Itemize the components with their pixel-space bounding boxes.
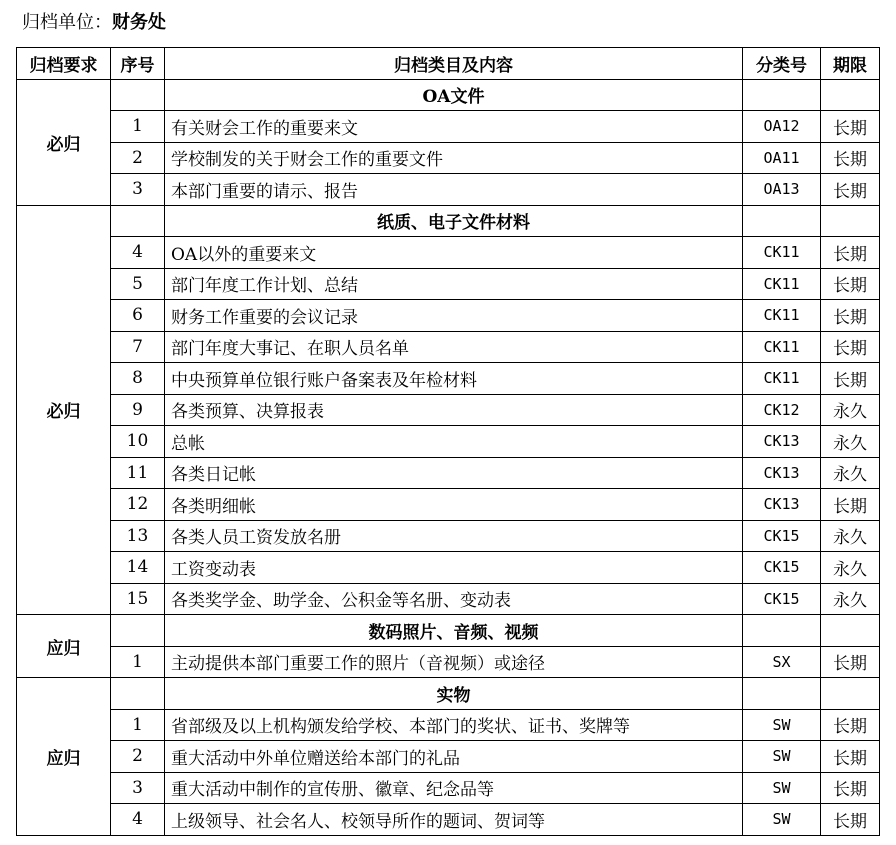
- column-header: 期限: [821, 48, 880, 80]
- table-body: [17, 79, 880, 835]
- row-term: 长期: [821, 331, 880, 363]
- row-term: 长期: [821, 300, 880, 332]
- row-code: CK11: [743, 331, 821, 363]
- table-row: [17, 520, 880, 552]
- row-content: 工资变动表: [165, 552, 743, 584]
- table-row: [17, 426, 880, 458]
- row-term: 长期: [821, 174, 880, 206]
- row-code: SW: [743, 804, 821, 836]
- section-title: 实物: [165, 678, 743, 710]
- row-code: CK13: [743, 457, 821, 489]
- table-row: [17, 772, 880, 804]
- column-header: 归档类目及内容: [165, 48, 743, 80]
- row-code: CK11: [743, 363, 821, 395]
- table-row: [17, 583, 880, 615]
- row-term: 长期: [821, 646, 880, 678]
- table-row: [17, 709, 880, 741]
- row-term: 长期: [821, 804, 880, 836]
- blank-cell: [111, 678, 165, 710]
- row-number: 11: [111, 457, 165, 489]
- row-number: 9: [111, 394, 165, 426]
- row-content: 各类奖学金、助学金、公积金等名册、变动表: [165, 583, 743, 615]
- section-row: [17, 205, 880, 237]
- row-term: 永久: [821, 552, 880, 584]
- blank-cell: [111, 205, 165, 237]
- requirement-cell: 必归: [17, 205, 111, 615]
- row-code: SW: [743, 772, 821, 804]
- row-content: 各类预算、决算报表: [165, 394, 743, 426]
- row-code: SW: [743, 741, 821, 773]
- row-term: 永久: [821, 394, 880, 426]
- row-term: 永久: [821, 583, 880, 615]
- row-code: SW: [743, 709, 821, 741]
- row-term: 长期: [821, 111, 880, 143]
- row-code: OA12: [743, 111, 821, 143]
- table-row: [17, 457, 880, 489]
- row-number: 3: [111, 772, 165, 804]
- row-term: 长期: [821, 489, 880, 521]
- row-code: CK15: [743, 583, 821, 615]
- row-term: 长期: [821, 363, 880, 395]
- section-title: 数码照片、音频、视频: [165, 615, 743, 647]
- row-number: 4: [111, 804, 165, 836]
- row-number: 10: [111, 426, 165, 458]
- row-content: 省部级及以上机构颁发给学校、本部门的奖状、证书、奖牌等: [165, 709, 743, 741]
- row-number: 15: [111, 583, 165, 615]
- row-content: 部门年度工作计划、总结: [165, 268, 743, 300]
- table-row: [17, 331, 880, 363]
- section-title: 纸质、电子文件材料: [165, 205, 743, 237]
- row-number: 1: [111, 709, 165, 741]
- table-row: [17, 300, 880, 332]
- row-code: SX: [743, 646, 821, 678]
- row-number: 1: [111, 111, 165, 143]
- row-content: 有关财会工作的重要来文: [165, 111, 743, 143]
- row-code: CK13: [743, 426, 821, 458]
- table-row: [17, 394, 880, 426]
- section-row: [17, 678, 880, 710]
- table-row: [17, 804, 880, 836]
- blank-cell: [821, 678, 880, 710]
- row-term: 长期: [821, 741, 880, 773]
- row-content: OA以外的重要来文: [165, 237, 743, 269]
- row-content: 学校制发的关于财会工作的重要文件: [165, 142, 743, 174]
- row-term: 长期: [821, 709, 880, 741]
- blank-cell: [743, 205, 821, 237]
- row-code: CK11: [743, 300, 821, 332]
- row-code: OA11: [743, 142, 821, 174]
- row-content: 重大活动中制作的宣传册、徽章、纪念品等: [165, 772, 743, 804]
- blank-cell: [821, 615, 880, 647]
- table-row: [17, 552, 880, 584]
- table-row: [17, 142, 880, 174]
- column-header: 序号: [111, 48, 165, 80]
- row-content: 总帐: [165, 426, 743, 458]
- row-number: 5: [111, 268, 165, 300]
- row-content: 重大活动中外单位赠送给本部门的礼品: [165, 741, 743, 773]
- row-code: CK11: [743, 237, 821, 269]
- row-number: 2: [111, 741, 165, 773]
- row-term: 长期: [821, 772, 880, 804]
- requirement-cell: 应归: [17, 615, 111, 678]
- row-number: 13: [111, 520, 165, 552]
- table-row: [17, 111, 880, 143]
- section-title: OA文件: [165, 79, 743, 111]
- row-number: 3: [111, 174, 165, 206]
- row-number: 4: [111, 237, 165, 269]
- table-header-row: [17, 48, 880, 80]
- blank-cell: [111, 79, 165, 111]
- section-row: [17, 615, 880, 647]
- blank-cell: [743, 79, 821, 111]
- row-term: 永久: [821, 426, 880, 458]
- table-row: [17, 268, 880, 300]
- row-content: 财务工作重要的会议记录: [165, 300, 743, 332]
- row-content: 本部门重要的请示、报告: [165, 174, 743, 206]
- row-term: 长期: [821, 142, 880, 174]
- row-content: 部门年度大事记、在职人员名单: [165, 331, 743, 363]
- archive-unit-label: 归档单位：: [22, 12, 112, 33]
- blank-cell: [743, 615, 821, 647]
- row-code: CK15: [743, 520, 821, 552]
- row-number: 8: [111, 363, 165, 395]
- table-row: [17, 363, 880, 395]
- row-number: 1: [111, 646, 165, 678]
- table-row: [17, 646, 880, 678]
- table-row: [17, 174, 880, 206]
- row-content: 各类明细帐: [165, 489, 743, 521]
- archive-unit-line: [22, 8, 166, 38]
- row-code: CK13: [743, 489, 821, 521]
- row-number: 12: [111, 489, 165, 521]
- blank-cell: [821, 79, 880, 111]
- row-term: 长期: [821, 237, 880, 269]
- column-header: 归档要求: [17, 48, 111, 80]
- archive-table: [16, 47, 880, 836]
- table-row: [17, 741, 880, 773]
- row-content: 中央预算单位银行账户备案表及年检材料: [165, 363, 743, 395]
- row-term: 长期: [821, 268, 880, 300]
- row-content: 各类人员工资发放名册: [165, 520, 743, 552]
- row-code: CK11: [743, 268, 821, 300]
- blank-cell: [111, 615, 165, 647]
- row-content: 各类日记帐: [165, 457, 743, 489]
- row-code: OA13: [743, 174, 821, 206]
- requirement-cell: 必归: [17, 79, 111, 205]
- blank-cell: [821, 205, 880, 237]
- row-term: 永久: [821, 520, 880, 552]
- row-term: 永久: [821, 457, 880, 489]
- row-content: 主动提供本部门重要工作的照片（音视频）或途径: [165, 646, 743, 678]
- table-row: [17, 237, 880, 269]
- row-code: CK15: [743, 552, 821, 584]
- row-content: 上级领导、社会名人、校领导所作的题词、贺词等: [165, 804, 743, 836]
- requirement-cell: 应归: [17, 678, 111, 836]
- row-number: 7: [111, 331, 165, 363]
- row-number: 14: [111, 552, 165, 584]
- column-header: 分类号: [743, 48, 821, 80]
- blank-cell: [743, 678, 821, 710]
- table-row: [17, 489, 880, 521]
- row-number: 6: [111, 300, 165, 332]
- section-row: [17, 79, 880, 111]
- row-number: 2: [111, 142, 165, 174]
- archive-unit-value: 财务处: [112, 12, 166, 33]
- row-code: CK12: [743, 394, 821, 426]
